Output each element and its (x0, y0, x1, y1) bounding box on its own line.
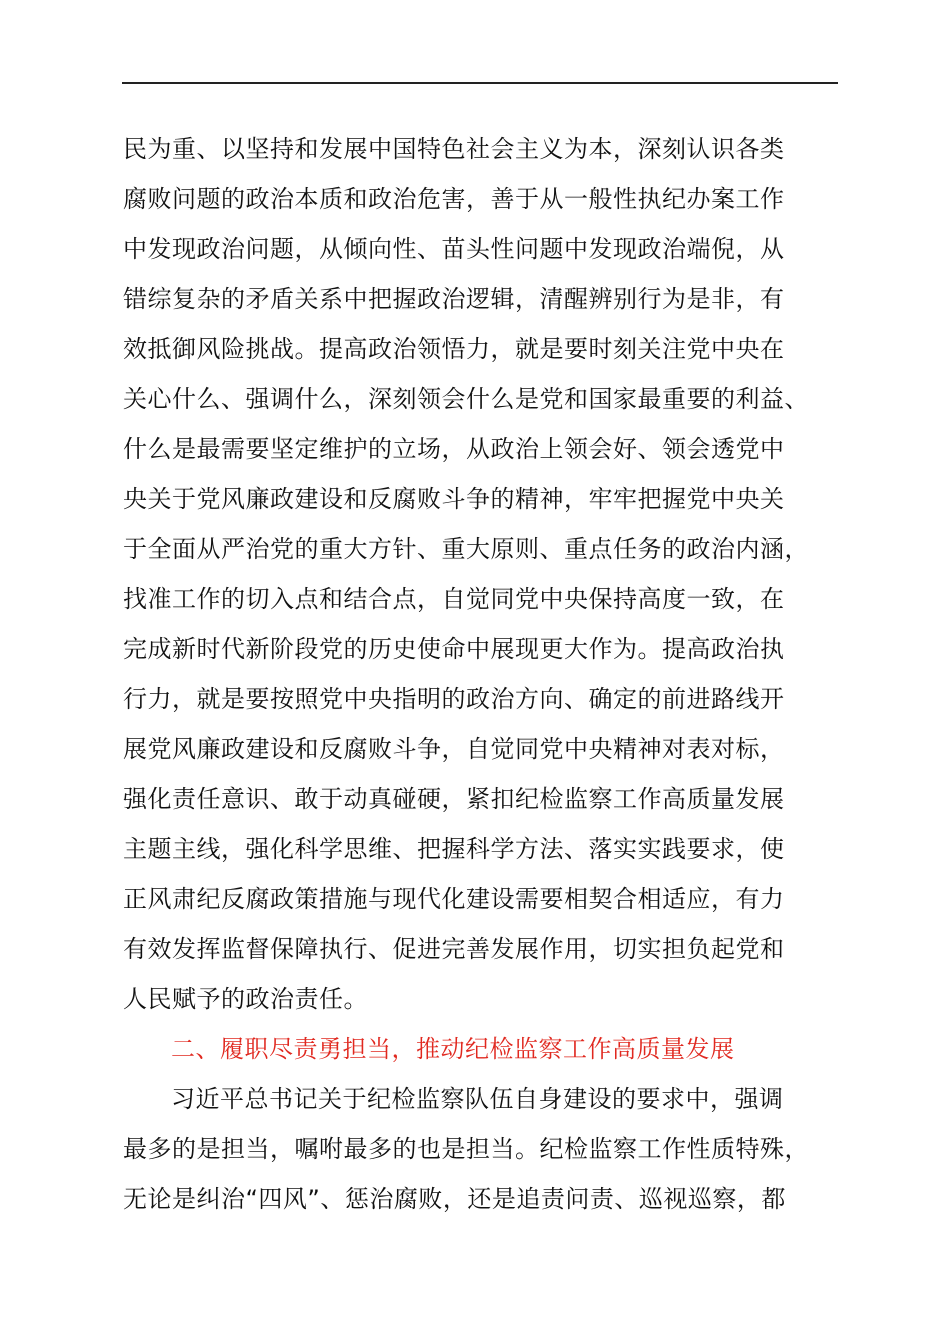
text-line: 强化责任意识、敢于动真碰硬，紧扣纪检监察工作高质量发展 (123, 785, 785, 813)
text-line: 找准工作的切入点和结合点，自觉同党中央保持高度一致，在 (123, 585, 785, 613)
text-line: 完成新时代新阶段党的历史使命中展现更大作为。提高政治执 (123, 635, 785, 663)
document-body (123, 124, 843, 1224)
text-line: 主题主线，强化科学思维、把握科学方法、落实实践要求，使 (123, 835, 785, 863)
paragraph-1 (123, 124, 843, 1024)
text-line: 中发现政治问题，从倾向性、苗头性问题中发现政治端倪，从 (123, 235, 785, 263)
text-line: 无论是纠治“四风”、惩治腐败，还是追责问责、巡视巡察，都 (123, 1185, 786, 1213)
text-line: 习近平总书记关于纪检监察队伍自身建设的要求中，强调 (171, 1085, 784, 1113)
text-line: 人民赋予的政治责任。 (123, 985, 368, 1013)
text-line: 有效发挥监督保障执行、促进完善发展作用，切实担负起党和 (123, 935, 785, 963)
text-line: 正风肃纪反腐政策措施与现代化建设需要相契合相适应，有力 (123, 885, 785, 913)
text-line: 展党风廉政建设和反腐败斗争，自觉同党中央精神对表对标， (123, 735, 785, 763)
text-line: 最多的是担当，嘱咐最多的也是担当。纪检监察工作性质特殊， (123, 1135, 809, 1163)
text-line: 民为重、以坚持和发展中国特色社会主义为本，深刻认识各类 (123, 135, 785, 163)
text-line: 什么是最需要坚定维护的立场，从政治上领会好、领会透党中 (123, 435, 785, 463)
section-heading: 二、履职尽责勇担当，推动纪检监察工作高质量发展 (171, 1035, 735, 1063)
text-line: 央关于党风廉政建设和反腐败斗争的精神，牢牢把握党中央关 (123, 485, 785, 513)
text-line: 错综复杂的矛盾关系中把握政治逻辑，清醒辨别行为是非，有 (123, 285, 785, 313)
text-line: 效抵御风险挑战。提高政治领悟力，就是要时刻关注党中央在 (123, 335, 785, 363)
text-line: 行力，就是要按照党中央指明的政治方向、确定的前进路线开 (123, 685, 785, 713)
text-line: 关心什么、强调什么，深刻领会什么是党和国家最重要的利益、 (123, 385, 809, 413)
paragraph-2 (123, 1074, 843, 1224)
header-rule (122, 82, 838, 84)
text-line: 腐败问题的政治本质和政治危害，善于从一般性执纪办案工作 (123, 185, 785, 213)
text-line: 于全面从严治党的重大方针、重大原则、重点任务的政治内涵， (123, 535, 809, 563)
